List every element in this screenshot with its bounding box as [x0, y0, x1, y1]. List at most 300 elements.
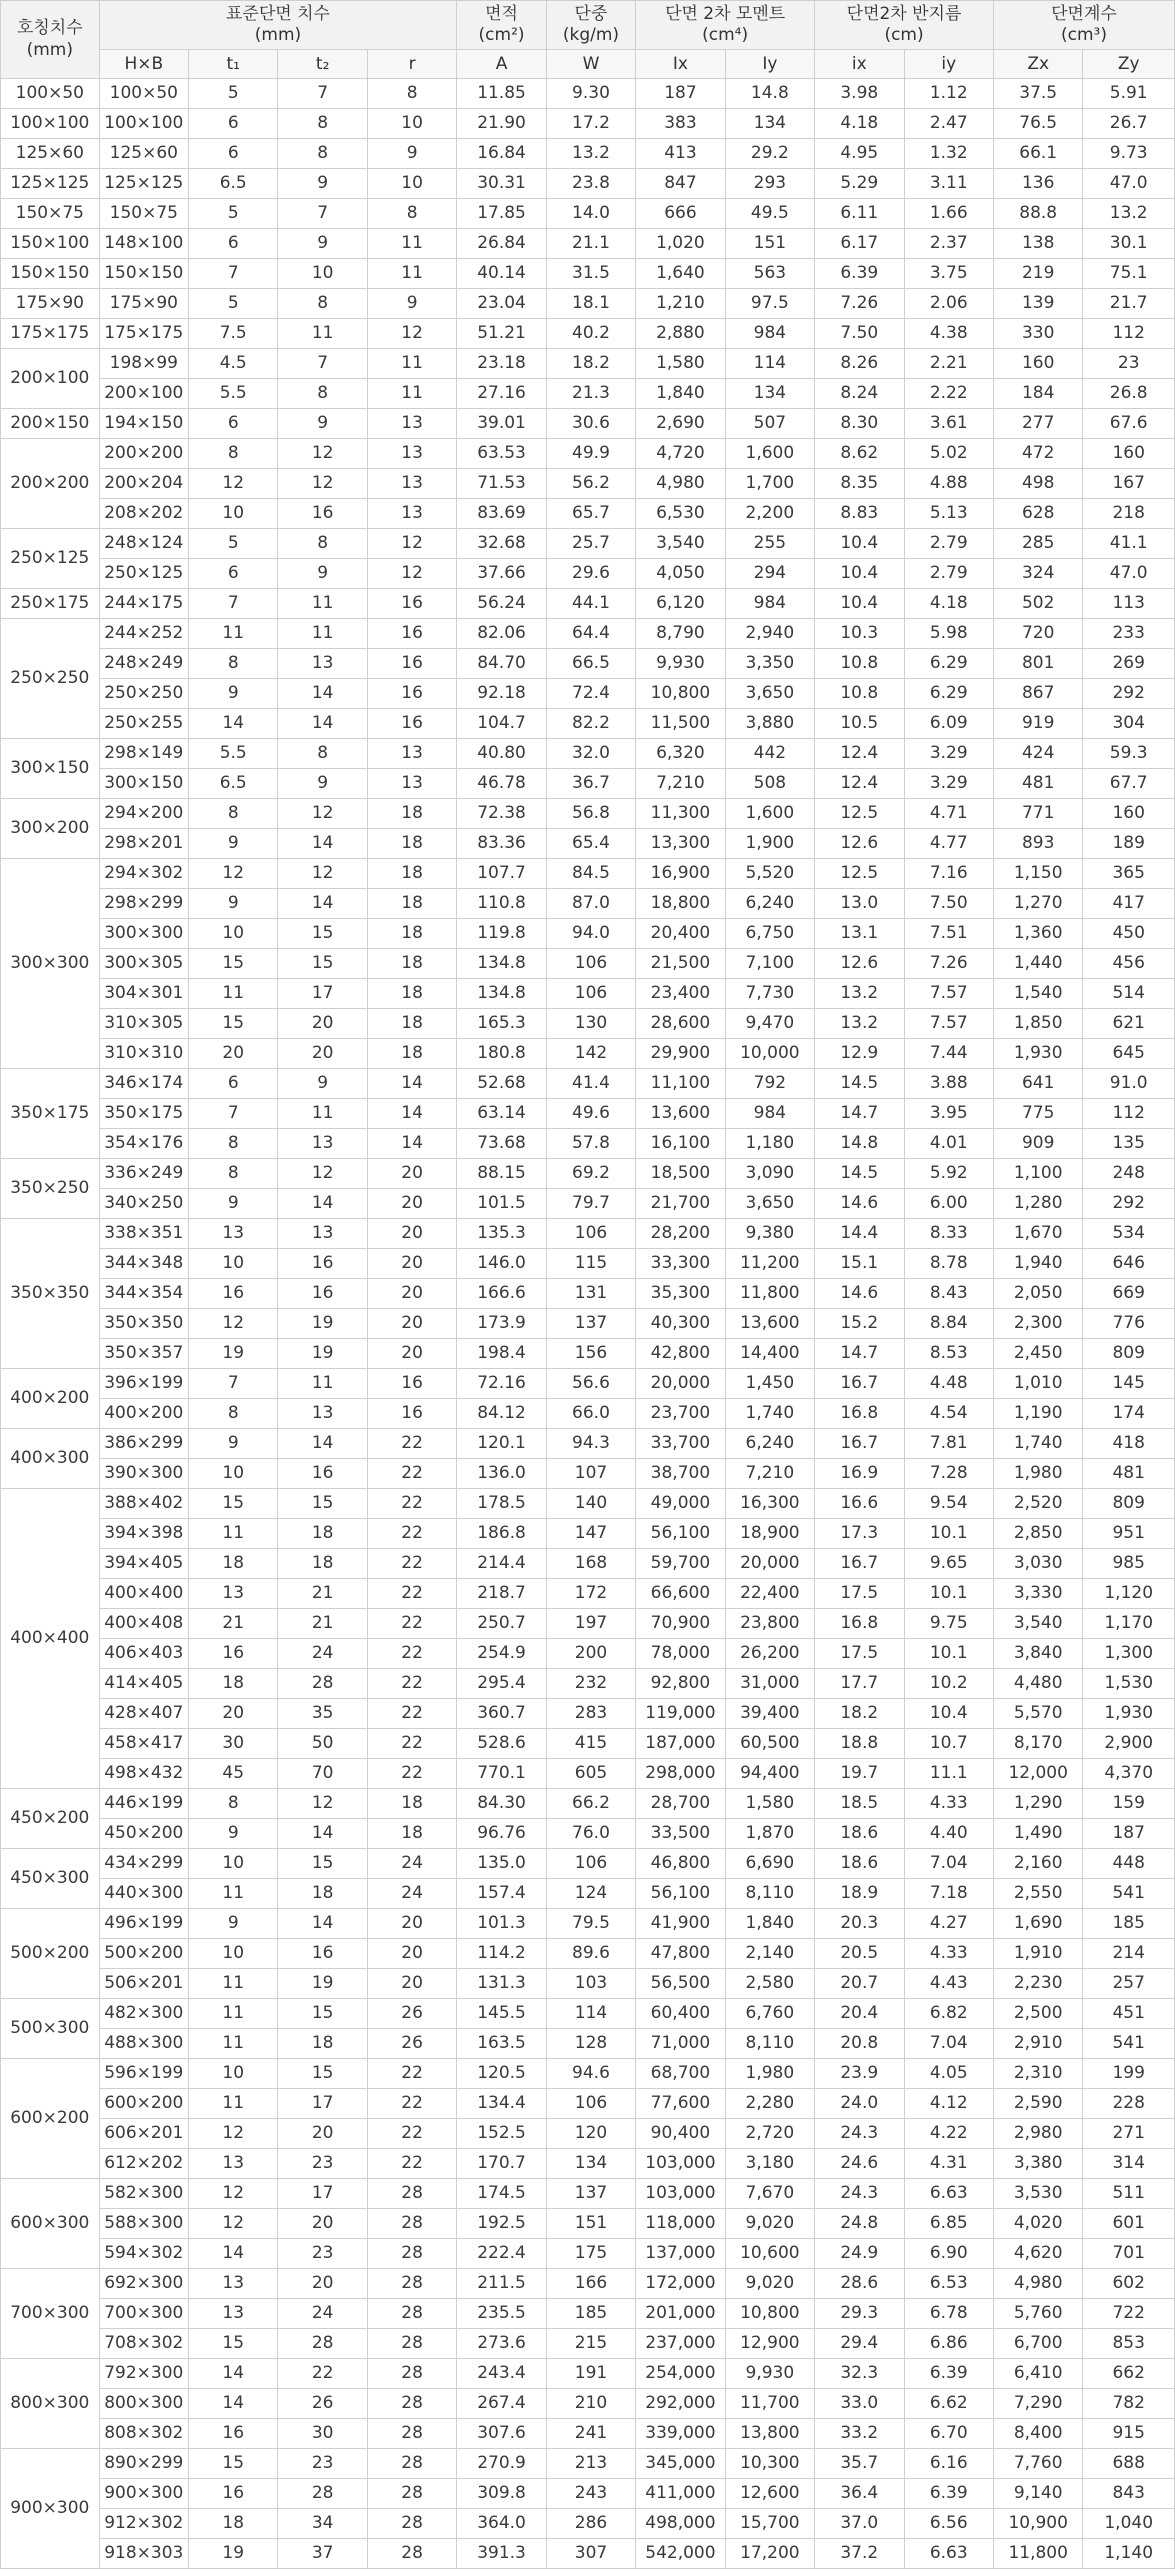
nominal-size-cell: 250×250	[1, 619, 100, 739]
table-cell: 9	[189, 1189, 278, 1219]
table-cell: 8.26	[815, 349, 904, 379]
table-cell: 7,210	[725, 1459, 814, 1489]
table-cell: 19	[278, 1339, 367, 1369]
table-cell: 22	[367, 1579, 456, 1609]
table-cell: 21,700	[636, 1189, 725, 1219]
table-cell: 9	[189, 1909, 278, 1939]
table-cell: 15	[278, 919, 367, 949]
table-cell: 49.6	[546, 1099, 635, 1129]
table-cell: 13,600	[636, 1099, 725, 1129]
table-cell: 1,020	[636, 229, 725, 259]
table-cell: 5	[189, 289, 278, 319]
table-cell: 295.4	[457, 1669, 546, 1699]
table-cell: 722	[1083, 2299, 1175, 2329]
table-cell: 4.18	[815, 109, 904, 139]
table-cell: 9	[189, 829, 278, 859]
table-cell: 1,910	[993, 1939, 1082, 1969]
table-cell: 350×357	[99, 1339, 188, 1369]
table-cell: 458×417	[99, 1729, 188, 1759]
table-cell: 17.5	[815, 1639, 904, 1669]
subheader-ix-radius: ix	[815, 50, 904, 79]
table-row	[1, 1039, 1175, 1069]
table-cell: 12.5	[815, 859, 904, 889]
nominal-size-cell: 800×300	[1, 2359, 100, 2449]
table-cell: 4,720	[636, 439, 725, 469]
table-cell: 498	[993, 469, 1082, 499]
table-cell: 165.3	[457, 1009, 546, 1039]
table-cell: 134	[725, 109, 814, 139]
table-cell: 72.4	[546, 679, 635, 709]
table-cell: 8,170	[993, 1729, 1082, 1759]
table-cell: 450×200	[99, 1819, 188, 1849]
table-cell: 128	[546, 2029, 635, 2059]
table-cell: 3,880	[725, 709, 814, 739]
table-cell: 35.7	[815, 2449, 904, 2479]
table-cell: 254,000	[636, 2359, 725, 2389]
table-cell: 47.0	[1083, 559, 1175, 589]
table-cell: 292,000	[636, 2389, 725, 2419]
table-cell: 16.7	[815, 1549, 904, 1579]
table-cell: 4.05	[904, 2059, 993, 2089]
table-cell: 310×305	[99, 1009, 188, 1039]
table-cell: 12,600	[725, 2479, 814, 2509]
table-cell: 46,800	[636, 1849, 725, 1879]
table-cell: 28	[278, 1669, 367, 1699]
table-row	[1, 2269, 1175, 2299]
table-cell: 6	[189, 409, 278, 439]
table-cell: 228	[1083, 2089, 1175, 2119]
table-cell: 16,300	[725, 1489, 814, 1519]
table-cell: 186.8	[457, 1519, 546, 1549]
table-cell: 11,800	[993, 2539, 1082, 2569]
table-cell: 11	[367, 349, 456, 379]
table-row	[1, 1789, 1175, 1819]
table-cell: 29.4	[815, 2329, 904, 2359]
table-cell: 172,000	[636, 2269, 725, 2299]
table-cell: 1,740	[993, 1429, 1082, 1459]
table-cell: 88.8	[993, 199, 1082, 229]
table-cell: 2,230	[993, 1969, 1082, 1999]
table-cell: 10.4	[904, 1699, 993, 1729]
table-cell: 17.3	[815, 1519, 904, 1549]
table-cell: 152.5	[457, 2119, 546, 2149]
table-row	[1, 1849, 1175, 1879]
table-cell: 14.5	[815, 1159, 904, 1189]
table-row	[1, 979, 1175, 1009]
table-cell: 662	[1083, 2359, 1175, 2389]
table-cell: 20.8	[815, 2029, 904, 2059]
table-cell: 7,760	[993, 2449, 1082, 2479]
table-cell: 400×400	[99, 1579, 188, 1609]
table-cell: 13.2	[1083, 199, 1175, 229]
table-cell: 5,760	[993, 2299, 1082, 2329]
table-cell: 300×150	[99, 769, 188, 799]
table-cell: 1,690	[993, 1909, 1082, 1939]
table-cell: 292	[1083, 1189, 1175, 1219]
table-cell: 4,020	[993, 2209, 1082, 2239]
table-cell: 160	[993, 349, 1082, 379]
table-cell: 2,050	[993, 1279, 1082, 1309]
table-cell: 1,120	[1083, 1579, 1175, 1609]
table-row	[1, 1909, 1175, 1939]
table-cell: 148×100	[99, 229, 188, 259]
table-cell: 12.6	[815, 949, 904, 979]
table-cell: 1,210	[636, 289, 725, 319]
table-cell: 1,100	[993, 1159, 1082, 1189]
table-cell: 18,800	[636, 889, 725, 919]
table-cell: 10	[278, 259, 367, 289]
table-cell: 175×90	[99, 289, 188, 319]
header-std-dims-label: 표준단면 치수 (mm)	[225, 3, 330, 45]
table-cell: 120.5	[457, 2059, 546, 2089]
table-row	[1, 1939, 1175, 1969]
table-cell: 9	[189, 679, 278, 709]
table-cell: 843	[1083, 2479, 1175, 2509]
table-cell: 692×300	[99, 2269, 188, 2299]
table-cell: 383	[636, 109, 725, 139]
table-cell: 1.32	[904, 139, 993, 169]
table-cell: 984	[725, 319, 814, 349]
table-cell: 2,160	[993, 1849, 1082, 1879]
table-cell: 168	[546, 1549, 635, 1579]
table-cell: 23	[278, 2449, 367, 2479]
table-cell: 10,600	[725, 2239, 814, 2269]
table-cell: 1,490	[993, 1819, 1082, 1849]
table-cell: 293	[725, 169, 814, 199]
table-cell: 14	[189, 2389, 278, 2419]
table-cell: 30.1	[1083, 229, 1175, 259]
table-cell: 6.29	[904, 679, 993, 709]
table-cell: 9	[278, 559, 367, 589]
table-cell: 18	[367, 1039, 456, 1069]
table-cell: 951	[1083, 1519, 1175, 1549]
table-cell: 1,600	[725, 439, 814, 469]
table-cell: 1,840	[725, 1909, 814, 1939]
table-cell: 13	[367, 439, 456, 469]
table-row	[1, 439, 1175, 469]
table-cell: 5.91	[1083, 79, 1175, 109]
table-cell: 157.4	[457, 1879, 546, 1909]
table-cell: 11.1	[904, 1759, 993, 1789]
table-cell: 7.04	[904, 1849, 993, 1879]
table-cell: 33.2	[815, 2419, 904, 2449]
table-cell: 1,600	[725, 799, 814, 829]
table-cell: 23	[278, 2239, 367, 2269]
table-cell: 641	[993, 1069, 1082, 1099]
table-cell: 2.21	[904, 349, 993, 379]
table-cell: 15.1	[815, 1249, 904, 1279]
table-cell: 776	[1083, 1309, 1175, 1339]
table-cell: 12.6	[815, 829, 904, 859]
table-cell: 28	[367, 2479, 456, 2509]
table-cell: 314	[1083, 2149, 1175, 2179]
table-cell: 36.4	[815, 2479, 904, 2509]
table-cell: 248×124	[99, 529, 188, 559]
table-cell: 23.18	[457, 349, 546, 379]
table-cell: 37.0	[815, 2509, 904, 2539]
table-cell: 6,530	[636, 499, 725, 529]
table-cell: 4.33	[904, 1789, 993, 1819]
table-cell: 10.5	[815, 709, 904, 739]
table-cell: 13,300	[636, 829, 725, 859]
table-cell: 20	[367, 1339, 456, 1369]
table-cell: 16	[367, 619, 456, 649]
table-cell: 6.39	[904, 2479, 993, 2509]
table-cell: 22	[367, 2089, 456, 2119]
table-cell: 2.79	[904, 559, 993, 589]
table-cell: 2,310	[993, 2059, 1082, 2089]
table-cell: 6.78	[904, 2299, 993, 2329]
table-cell: 11,100	[636, 1069, 725, 1099]
table-cell: 20	[278, 2119, 367, 2149]
table-cell: 20	[367, 1249, 456, 1279]
table-cell: 542,000	[636, 2539, 725, 2569]
table-cell: 13.1	[815, 919, 904, 949]
table-cell: 16	[367, 1369, 456, 1399]
table-cell: 8	[189, 649, 278, 679]
table-cell: 219	[993, 259, 1082, 289]
table-cell: 456	[1083, 949, 1175, 979]
table-cell: 7.16	[904, 859, 993, 889]
table-cell: 84.30	[457, 1789, 546, 1819]
table-cell: 4.01	[904, 1129, 993, 1159]
table-cell: 6.56	[904, 2509, 993, 2539]
table-cell: 71.53	[457, 469, 546, 499]
table-cell: 1,440	[993, 949, 1082, 979]
table-cell: 448	[1083, 1849, 1175, 1879]
table-cell: 67.7	[1083, 769, 1175, 799]
table-cell: 131.3	[457, 1969, 546, 1999]
table-cell: 11	[189, 1879, 278, 1909]
table-cell: 11.85	[457, 79, 546, 109]
table-cell: 344×348	[99, 1249, 188, 1279]
table-cell: 11	[189, 1999, 278, 2029]
table-cell: 20	[367, 1279, 456, 1309]
header-area-label: 면적 (cm²)	[478, 3, 525, 45]
table-cell: 330	[993, 319, 1082, 349]
table-row	[1, 2329, 1175, 2359]
table-cell: 8	[189, 1159, 278, 1189]
table-cell: 596×199	[99, 2059, 188, 2089]
table-cell: 10.2	[904, 1669, 993, 1699]
table-cell: 388×402	[99, 1489, 188, 1519]
table-cell: 4.18	[904, 589, 993, 619]
table-cell: 893	[993, 829, 1082, 859]
table-cell: 11	[367, 379, 456, 409]
table-cell: 10	[189, 1249, 278, 1279]
table-cell: 15	[189, 1489, 278, 1519]
table-cell: 8	[189, 1399, 278, 1429]
table-cell: 44.1	[546, 589, 635, 619]
table-cell: 8	[189, 439, 278, 469]
table-cell: 233	[1083, 619, 1175, 649]
table-row	[1, 169, 1175, 199]
table-cell: 919	[993, 709, 1082, 739]
table-cell: 9	[367, 289, 456, 319]
table-cell: 1,540	[993, 979, 1082, 1009]
table-cell: 21.7	[1083, 289, 1175, 319]
nominal-size-cell: 175×90	[1, 289, 100, 319]
table-cell: 7.57	[904, 1009, 993, 1039]
nominal-size-cell: 600×300	[1, 2179, 100, 2269]
table-cell: 166.6	[457, 1279, 546, 1309]
table-cell: 440×300	[99, 1879, 188, 1909]
table-cell: 13	[189, 2149, 278, 2179]
table-row	[1, 1219, 1175, 1249]
table-cell: 69.2	[546, 1159, 635, 1189]
table-cell: 213	[546, 2449, 635, 2479]
table-cell: 19	[278, 1969, 367, 1999]
table-cell: 396×199	[99, 1369, 188, 1399]
table-cell: 3,380	[993, 2149, 1082, 2179]
subheader-t1: t₁	[189, 50, 278, 79]
nominal-size-cell: 400×400	[1, 1489, 100, 1789]
table-cell: 66.2	[546, 1789, 635, 1819]
subheader-w: W	[546, 50, 635, 79]
table-cell: 8.30	[815, 409, 904, 439]
table-cell: 985	[1083, 1549, 1175, 1579]
table-cell: 170.7	[457, 2149, 546, 2179]
table-cell: 50	[278, 1729, 367, 1759]
table-cell: 1,980	[725, 2059, 814, 2089]
table-cell: 8	[367, 199, 456, 229]
table-cell: 413	[636, 139, 725, 169]
header-moment-of-inertia	[636, 1, 815, 50]
table-cell: 130	[546, 1009, 635, 1039]
table-cell: 178.5	[457, 1489, 546, 1519]
table-row	[1, 679, 1175, 709]
table-cell: 28	[367, 2209, 456, 2239]
table-cell: 34	[278, 2509, 367, 2539]
table-cell: 2,500	[993, 1999, 1082, 2029]
table-cell: 15	[278, 1999, 367, 2029]
table-cell: 42,800	[636, 1339, 725, 1369]
table-cell: 11	[278, 589, 367, 619]
table-cell: 37.5	[993, 79, 1082, 109]
table-cell: 46.78	[457, 769, 546, 799]
table-cell: 801	[993, 649, 1082, 679]
table-cell: 13	[367, 409, 456, 439]
table-cell: 185	[1083, 1909, 1175, 1939]
table-cell: 3,650	[725, 679, 814, 709]
table-row	[1, 1879, 1175, 1909]
table-cell: 11	[278, 619, 367, 649]
table-cell: 13,600	[725, 1309, 814, 1339]
table-cell: 5.29	[815, 169, 904, 199]
table-cell: 1,040	[1083, 2509, 1175, 2539]
table-cell: 1,150	[993, 859, 1082, 889]
table-cell: 21.1	[546, 229, 635, 259]
table-cell: 4.43	[904, 1969, 993, 1999]
header-radius-label: 단면2차 반지름 (cm)	[846, 3, 962, 45]
table-cell: 13.2	[815, 1009, 904, 1039]
table-cell: 1,450	[725, 1369, 814, 1399]
table-row	[1, 1189, 1175, 1219]
table-cell: 11,300	[636, 799, 725, 829]
table-cell: 40.80	[457, 739, 546, 769]
table-cell: 6.5	[189, 169, 278, 199]
table-cell: 4,370	[1083, 1759, 1175, 1789]
table-cell: 18.6	[815, 1849, 904, 1879]
table-cell: 3,030	[993, 1549, 1082, 1579]
table-row	[1, 199, 1175, 229]
table-cell: 701	[1083, 2239, 1175, 2269]
table-cell: 400×408	[99, 1609, 188, 1639]
table-cell: 14	[278, 889, 367, 919]
table-cell: 187	[1083, 1819, 1175, 1849]
table-row	[1, 1459, 1175, 1489]
table-cell: 14	[189, 709, 278, 739]
table-cell: 14.7	[815, 1099, 904, 1129]
table-cell: 180.8	[457, 1039, 546, 1069]
table-cell: 26.84	[457, 229, 546, 259]
table-cell: 106	[546, 1849, 635, 1879]
table-cell: 14	[278, 829, 367, 859]
table-cell: 307.6	[457, 2419, 546, 2449]
table-cell: 5	[189, 199, 278, 229]
table-cell: 2,690	[636, 409, 725, 439]
table-cell: 20.4	[815, 1999, 904, 2029]
table-row	[1, 859, 1175, 889]
table-cell: 21	[278, 1609, 367, 1639]
table-cell: 511	[1083, 2179, 1175, 2209]
table-cell: 18	[189, 1549, 278, 1579]
table-cell: 194×150	[99, 409, 188, 439]
table-cell: 16	[278, 1279, 367, 1309]
table-cell: 120	[546, 2119, 635, 2149]
table-cell: 3.29	[904, 769, 993, 799]
table-cell: 18,900	[725, 1519, 814, 1549]
table-cell: 2,880	[636, 319, 725, 349]
table-cell: 28	[278, 2479, 367, 2509]
table-cell: 472	[993, 439, 1082, 469]
table-cell: 12.5	[815, 799, 904, 829]
table-cell: 100×50	[99, 79, 188, 109]
table-cell: 594×302	[99, 2239, 188, 2269]
table-cell: 156	[546, 1339, 635, 1369]
table-cell: 294×200	[99, 799, 188, 829]
table-cell: 66,600	[636, 1579, 725, 1609]
table-row	[1, 349, 1175, 379]
table-cell: 9	[189, 1819, 278, 1849]
table-cell: 4,980	[636, 469, 725, 499]
table-cell: 406×403	[99, 1639, 188, 1669]
table-cell: 20	[367, 1939, 456, 1969]
table-cell: 106	[546, 1219, 635, 1249]
table-cell: 29.6	[546, 559, 635, 589]
table-cell: 3,330	[993, 1579, 1082, 1609]
table-cell: 72.38	[457, 799, 546, 829]
table-cell: 14	[278, 1189, 367, 1219]
table-row	[1, 1489, 1175, 1519]
table-cell: 28,600	[636, 1009, 725, 1039]
table-cell: 28	[367, 2539, 456, 2569]
table-cell: 9,020	[725, 2269, 814, 2299]
table-cell: 4.27	[904, 1909, 993, 1939]
table-cell: 507	[725, 409, 814, 439]
table-cell: 13	[367, 769, 456, 799]
table-cell: 250×250	[99, 679, 188, 709]
table-cell: 14	[278, 679, 367, 709]
table-cell: 136	[993, 169, 1082, 199]
table-cell: 185	[546, 2299, 635, 2329]
table-cell: 2.47	[904, 109, 993, 139]
table-cell: 14.4	[815, 1219, 904, 1249]
table-row	[1, 379, 1175, 409]
table-cell: 1.12	[904, 79, 993, 109]
table-cell: 11	[189, 2029, 278, 2059]
table-cell: 3,650	[725, 1189, 814, 1219]
